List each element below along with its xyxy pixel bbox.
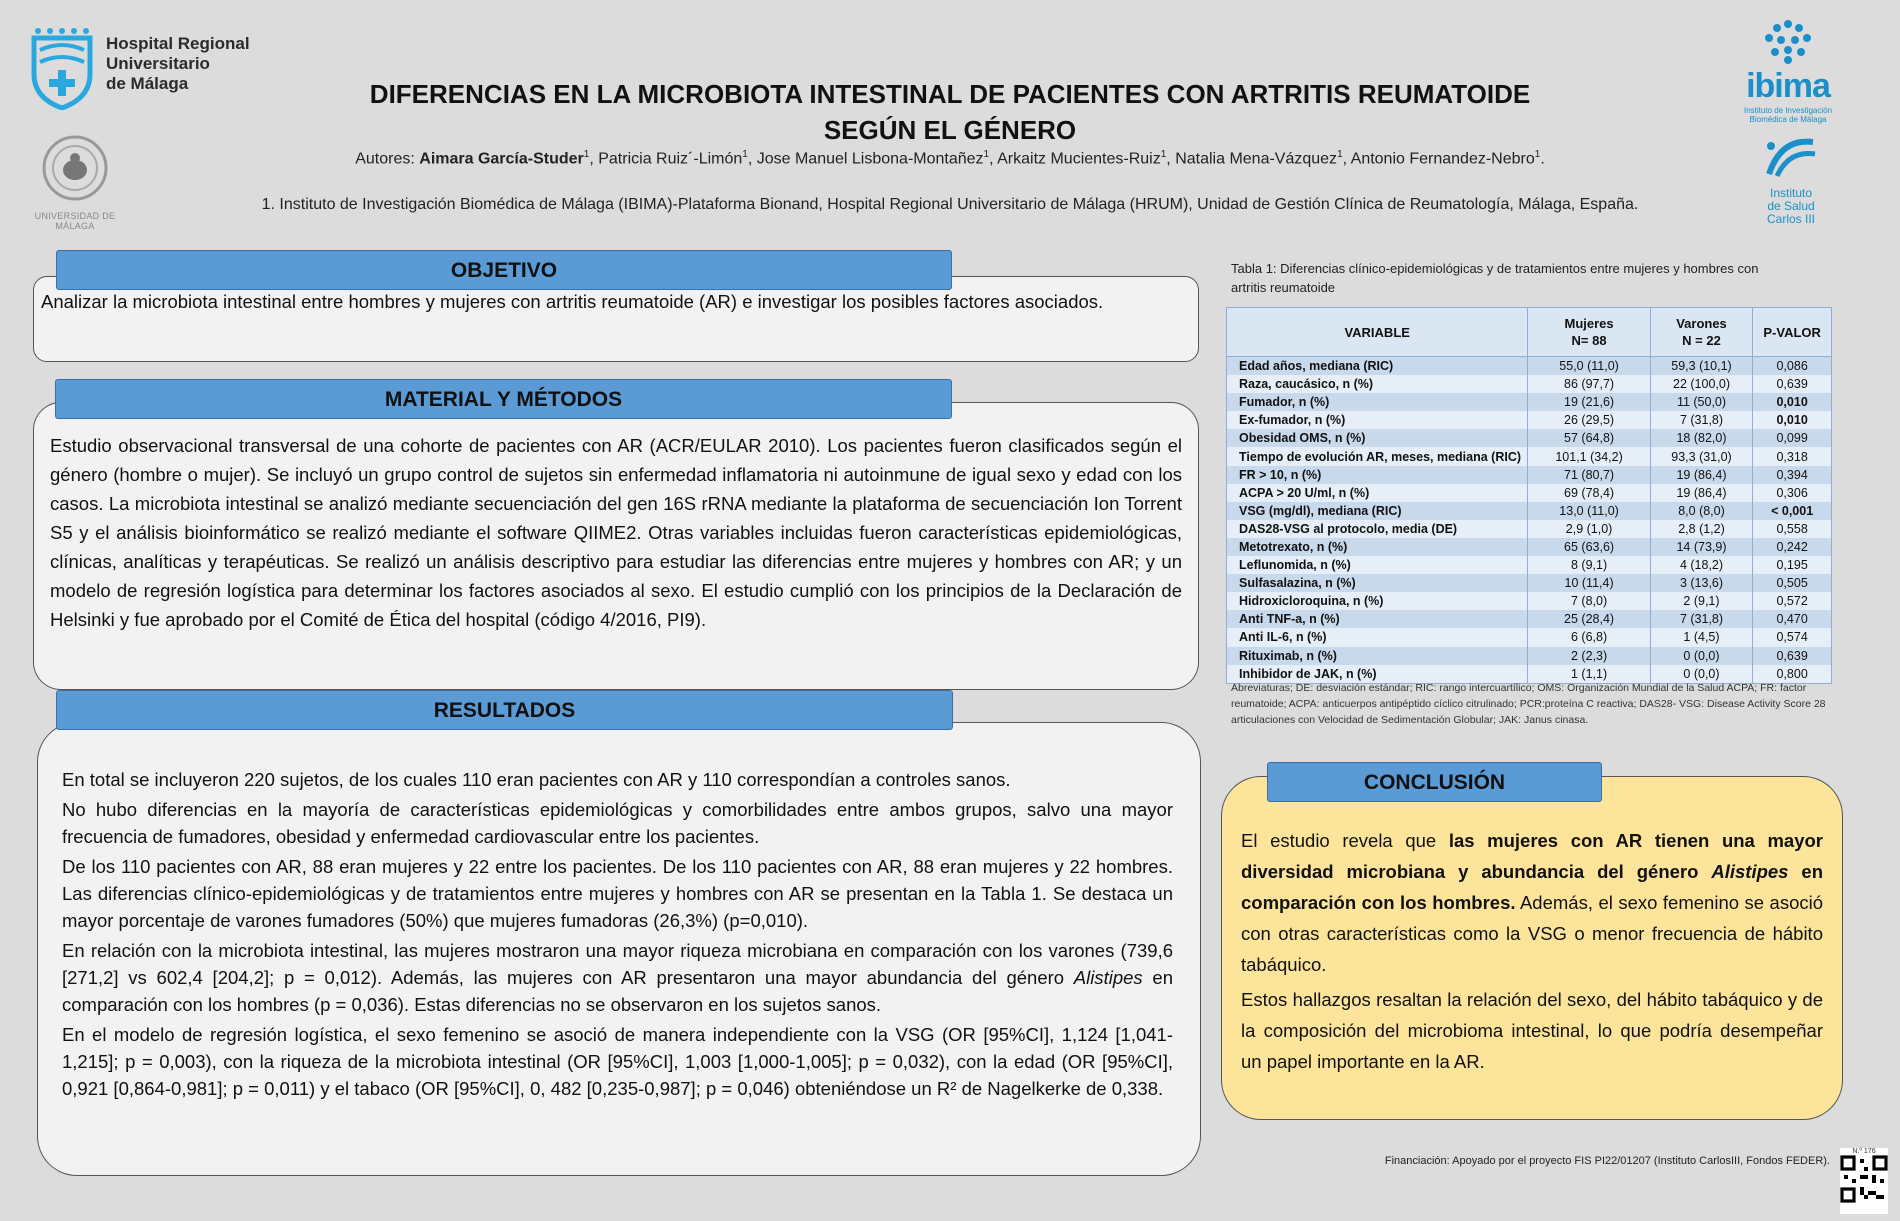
cell-variable: Anti IL-6, n (%) bbox=[1227, 628, 1528, 646]
cell-pvalor: 0,099 bbox=[1753, 429, 1832, 447]
qr-code-icon bbox=[1840, 1155, 1888, 1203]
author-name: Natalia Mena-Vázquez bbox=[1175, 150, 1338, 168]
cell-varones: 19 (86,4) bbox=[1650, 484, 1753, 502]
cell-variable: FR > 10, n (%) bbox=[1227, 466, 1528, 484]
cell-variable: DAS28-VSG al protocolo, media (DE) bbox=[1227, 520, 1528, 538]
cell-mujeres: 65 (63,6) bbox=[1528, 538, 1650, 556]
col-pvalor: P-VALOR bbox=[1753, 308, 1832, 357]
col-variable: VARIABLE bbox=[1227, 308, 1528, 357]
cell-pvalor: 0,394 bbox=[1753, 466, 1832, 484]
cell-pvalor: 0,470 bbox=[1753, 610, 1832, 628]
table-row bbox=[1227, 411, 1832, 429]
ibima-wordmark: ibima bbox=[1746, 67, 1830, 105]
university-seal-icon bbox=[40, 134, 110, 202]
cell-mujeres: 25 (28,4) bbox=[1528, 610, 1650, 628]
affiliation: 1. Instituto de Investigación Biomédica de Málaga (IBIMA)-Plataforma Bionand, Hospital Regional Universitario de Málaga (HRUM), Unidad de Gestión Clínica de Reumatología, Málaga, España. bbox=[261, 196, 1639, 213]
cell-pvalor: 0,086 bbox=[1753, 357, 1832, 376]
hospital-shield-icon bbox=[30, 26, 94, 110]
cell-varones: 0 (0,0) bbox=[1650, 665, 1753, 684]
table-header-row bbox=[1227, 308, 1832, 357]
cell-pvalor: 0,639 bbox=[1753, 647, 1832, 665]
cell-varones: 3 (13,6) bbox=[1650, 574, 1753, 592]
ibima-dots-icon bbox=[1755, 18, 1821, 66]
cell-pvalor: 0,010 bbox=[1753, 411, 1832, 429]
cell-variable: Obesidad OMS, n (%) bbox=[1227, 429, 1528, 447]
cell-variable: Anti TNF-a, n (%) bbox=[1227, 610, 1528, 628]
table-row bbox=[1227, 447, 1832, 465]
cell-varones: 2 (9,1) bbox=[1650, 592, 1753, 610]
cell-pvalor: 0,505 bbox=[1753, 574, 1832, 592]
cell-mujeres: 10 (11,4) bbox=[1528, 574, 1650, 592]
table-row bbox=[1227, 484, 1832, 502]
cell-pvalor: 0,010 bbox=[1753, 393, 1832, 411]
qr-code[interactable] bbox=[1840, 1148, 1888, 1214]
cell-varones: 7 (31,8) bbox=[1650, 411, 1753, 429]
cell-mujeres: 6 (6,8) bbox=[1528, 628, 1650, 646]
poster-title: DIFERENCIAS EN LA MICROBIOTA INTESTINAL DE PACIENTES CON ARTRITIS REUMATOIDE SEGÚN EL GÉNERO bbox=[369, 79, 1531, 145]
cell-varones: 0 (0,0) bbox=[1650, 647, 1753, 665]
author-name: Patricia Ruiz´-Limón bbox=[598, 150, 743, 168]
conclusion-paragraph: El estudio revela que las mujeres con AR tienen una mayor diversidad microbiana y abundancia del género Alistipes en comparación con los hombres. Además, el sexo femenino se asoció con otras características como la VSG o menor frecuencia de hábito tabáquico. bbox=[1241, 830, 1824, 975]
resultados-paragraph: En total se incluyeron 220 sujetos, de los cuales 110 eran pacientes con AR y 110 correspondían a controles sanos. bbox=[62, 769, 1011, 790]
cell-pvalor: 0,574 bbox=[1753, 628, 1832, 646]
table-row bbox=[1227, 393, 1832, 411]
table-row bbox=[1227, 520, 1832, 538]
table-row bbox=[1227, 538, 1832, 556]
table-row bbox=[1227, 628, 1832, 646]
cell-varones: 59,3 (10,1) bbox=[1650, 357, 1753, 376]
cell-pvalor: 0,242 bbox=[1753, 538, 1832, 556]
cell-pvalor: 0,318 bbox=[1753, 447, 1832, 465]
resultados-paragraph: En el modelo de regresión logística, el sexo femenino se asoció de manera independiente con la VSG (OR [95%CI], 1,124 [1,041-1,215]; p = 0,003), con la riqueza de la microbiota intestinal (OR [95%CI], 1,003 [1,000-1,005]; p = 0,032), con la edad (OR [95%CI], 0,921 [0,864-0,981]; p = 0,011) y el tabaco (OR [95%CI], 0, 482 [0,235-0,987]; p = 0,046) obteniéndose un R² de Nagelkerke de 0,338. bbox=[62, 1024, 1173, 1099]
cell-mujeres: 69 (78,4) bbox=[1528, 484, 1650, 502]
author-name: Jose Manuel Lisbona-Montañez bbox=[756, 150, 984, 168]
hospital-name: Hospital Regional Universitario de Málaga bbox=[106, 34, 250, 93]
cell-variable: Metotrexato, n (%) bbox=[1227, 538, 1528, 556]
table-row bbox=[1227, 357, 1832, 376]
cell-variable: Raza, caucásico, n (%) bbox=[1227, 375, 1528, 393]
conclusion-text bbox=[1241, 825, 1823, 1081]
table-row bbox=[1227, 610, 1832, 628]
table-row bbox=[1227, 556, 1832, 574]
cell-mujeres: 1 (1,1) bbox=[1528, 665, 1650, 684]
metodos-heading: MATERIAL Y MÉTODOS bbox=[55, 379, 952, 419]
conclusion-heading: CONCLUSIÓN bbox=[1267, 762, 1602, 802]
results-table bbox=[1226, 307, 1832, 684]
cell-varones: 2,8 (1,2) bbox=[1650, 520, 1753, 538]
cell-pvalor: 0,639 bbox=[1753, 375, 1832, 393]
isciii-mark-icon bbox=[1761, 134, 1821, 180]
resultados-paragraph: De los 110 pacientes con AR, 88 eran mujeres y 22 entre los pacientes. De los 110 pacientes con AR, 88 eran mujeres y 22 hombres. Las diferencias clínico-epidemiológicas y de tratamientos entre mujeres y hombres con AR se presentan en la Tabla 1. Se destaca un mayor porcentaje de varones fumadores (50%) que mujeres fumadoras (26,3%) (p=0,010). bbox=[62, 856, 1173, 931]
hospital-logo bbox=[30, 26, 270, 116]
cell-variable: ACPA > 20 U/ml, n (%) bbox=[1227, 484, 1528, 502]
cell-varones: 11 (50,0) bbox=[1650, 393, 1753, 411]
isciii-name: Instituto de Salud Carlos III bbox=[1766, 186, 1815, 226]
table-row bbox=[1227, 375, 1832, 393]
author-name: Aimara García-Studer bbox=[419, 150, 584, 168]
cell-variable: Sulfasalazina, n (%) bbox=[1227, 574, 1528, 592]
cell-variable: Fumador, n (%) bbox=[1227, 393, 1528, 411]
table-row bbox=[1227, 647, 1832, 665]
table-row bbox=[1227, 574, 1832, 592]
cell-variable: Tiempo de evolución AR, meses, mediana (RIC) bbox=[1227, 447, 1528, 465]
cell-variable: Leflunomida, n (%) bbox=[1227, 556, 1528, 574]
cell-varones: 18 (82,0) bbox=[1650, 429, 1753, 447]
cell-mujeres: 55,0 (11,0) bbox=[1528, 357, 1650, 376]
resultados-paragraph: No hubo diferencias en la mayoría de características epidemiológicas y comorbilidades entre ambos grupos, salvo una mayor frecuencia de fumadores, obesidad y enfermedad cardiovascular entre los pacientes. bbox=[62, 799, 1173, 847]
cell-mujeres: 26 (29,5) bbox=[1528, 411, 1650, 429]
resultados-paragraph: En relación con la microbiota intestinal, las mujeres mostraron una mayor riqueza microbiana en comparación con los varones (739,6 [271,2] vs 602,4 [204,2]; p = 0,012). Además, las mujeres con AR presentaron una mayor abundancia del género Alistipes en comparación con los hombres (p = 0,036). Estas diferencias no se observaron en los sujetos sanos. bbox=[62, 940, 1173, 1015]
cell-mujeres: 7 (8,0) bbox=[1528, 592, 1650, 610]
cell-variable: Hidroxicloroquina, n (%) bbox=[1227, 592, 1528, 610]
cell-pvalor: 0,195 bbox=[1753, 556, 1832, 574]
cell-varones: 14 (73,9) bbox=[1650, 538, 1753, 556]
cell-varones: 22 (100,0) bbox=[1650, 375, 1753, 393]
objetivo-heading: OBJETIVO bbox=[56, 250, 952, 290]
cell-variable: Rituximab, n (%) bbox=[1227, 647, 1528, 665]
cell-mujeres: 2 (2,3) bbox=[1528, 647, 1650, 665]
cell-varones: 4 (18,2) bbox=[1650, 556, 1753, 574]
table-caption: Tabla 1: Diferencias clínico-epidemiológicas y de tratamientos entre mujeres y hombres con artritis reumatoide bbox=[1231, 261, 1759, 295]
cell-varones: 8,0 (8,0) bbox=[1650, 502, 1753, 520]
cell-pvalor: 0,572 bbox=[1753, 592, 1832, 610]
cell-varones: 19 (86,4) bbox=[1650, 466, 1753, 484]
ibima-subtitle: Instituto de Investigación Biomédica de Málaga bbox=[1743, 106, 1833, 124]
table-row bbox=[1227, 592, 1832, 610]
cell-pvalor: < 0,001 bbox=[1753, 502, 1832, 520]
cell-pvalor: 0,306 bbox=[1753, 484, 1832, 502]
resultados-text bbox=[62, 766, 1173, 1105]
cell-pvalor: 0,800 bbox=[1753, 665, 1832, 684]
cell-mujeres: 2,9 (1,0) bbox=[1528, 520, 1650, 538]
author-name: Arkaitz Mucientes-Ruiz bbox=[997, 150, 1161, 168]
university-logo bbox=[20, 134, 130, 231]
conclusion-paragraph: Estos hallazgos resaltan la relación del sexo, del hábito tabáquico y de la composición del microbioma intestinal, lo que podría desempeñar un papel importante en la AR. bbox=[1241, 989, 1823, 1072]
cell-varones: 1 (4,5) bbox=[1650, 628, 1753, 646]
col-mujeres: Mujeres N= 88 bbox=[1528, 308, 1650, 357]
ibima-logo bbox=[1738, 18, 1838, 124]
cell-mujeres: 101,1 (34,2) bbox=[1528, 447, 1650, 465]
authors-line: Autores: Aimara García-Studer$^1$, Patricia Ruiz´-Limón$^1$, Jose Manuel Lisbona-Montañez$^1$, Arkaitz Mucientes-Ruiz$^1$, Natalia Mena-Vázquez$^1$, Antonio Fernandez-Nebro$^1$. bbox=[355, 149, 1545, 168]
cell-mujeres: 71 (80,7) bbox=[1528, 466, 1650, 484]
col-varones: Varones N = 22 bbox=[1650, 308, 1753, 357]
table-row bbox=[1227, 429, 1832, 447]
cell-mujeres: 13,0 (11,0) bbox=[1528, 502, 1650, 520]
funding-note: Financiación: Apoyado por el proyecto FIS PI22/01207 (Instituto CarlosIII, Fondos FEDER). bbox=[1384, 1155, 1830, 1167]
table-row bbox=[1227, 466, 1832, 484]
cell-mujeres: 8 (9,1) bbox=[1528, 556, 1650, 574]
cell-pvalor: 0,558 bbox=[1753, 520, 1832, 538]
table-row bbox=[1227, 502, 1832, 520]
cell-variable: Edad años, mediana (RIC) bbox=[1227, 357, 1528, 376]
cell-mujeres: 86 (97,7) bbox=[1528, 375, 1650, 393]
university-name: UNIVERSIDAD DE MÁLAGA bbox=[34, 211, 116, 231]
objetivo-text: Analizar la microbiota intestinal entre hombres y mujeres con artritis reumatoide (AR) e investigar los posibles factores asociados. bbox=[41, 291, 1104, 312]
cell-varones: 93,3 (31,0) bbox=[1650, 447, 1753, 465]
metodos-text: Estudio observacional transversal de una cohorte de pacientes con AR (ACR/EULAR 2010). Los pacientes fueron clasificados según el género (hombre o mujer). Se incluyó un grupo control de sujetos sin enfermedad inflamatoria ni autoinmune de igual sexo y edad con los casos. La microbiota intestinal se analizó mediante secuenciación del gen 16S rRNA mediante la plataforma de secuenciación Ion Torrent S5 y el análisis bioinformático se realizó mediante el software QIIME2. Otras variables incluidas fueron características epidemiológicas, clínicas, analíticas y terapéuticas. Se realizó un análisis descriptivo para estudiar las diferencias entre mujeres y hombres con AR; y un modelo de regresión logística para determinar los factores asociados al sexo. El estudio cumplió con los principios de la Declaración de Helsinki y fue aprobado por el Comité de Ética del hospital (código 4/2016, PI9). bbox=[50, 435, 1182, 630]
cell-mujeres: 19 (21,6) bbox=[1528, 393, 1650, 411]
cell-varones: 7 (31,8) bbox=[1650, 610, 1753, 628]
poster-number: N.º 176 bbox=[1852, 1148, 1876, 1155]
author-name: Antonio Fernandez-Nebro bbox=[1350, 150, 1535, 168]
cell-mujeres: 57 (64,8) bbox=[1528, 429, 1650, 447]
cell-variable: Ex-fumador, n (%) bbox=[1227, 411, 1528, 429]
cell-variable: Inhibidor de JAK, n (%) bbox=[1227, 665, 1528, 684]
resultados-heading: RESULTADOS bbox=[56, 690, 953, 730]
cell-variable: VSG (mg/dl), mediana (RIC) bbox=[1227, 502, 1528, 520]
table-notes: Abreviaturas; DE: desviación estándar; RIC: rango intercuartílico; OMS: Organización Mundial de la Salud ACPA; FR: factor reumatoide; ACPA: anticuerpos antipéptido cíclico citrulinado; PCR:proteína C reactiva; DAS28- VSG: Disease Activity Score 28 articulaciones con Velocidad de Sedimentación Globular; JAK: Janus cinasa. bbox=[1231, 682, 1826, 726]
